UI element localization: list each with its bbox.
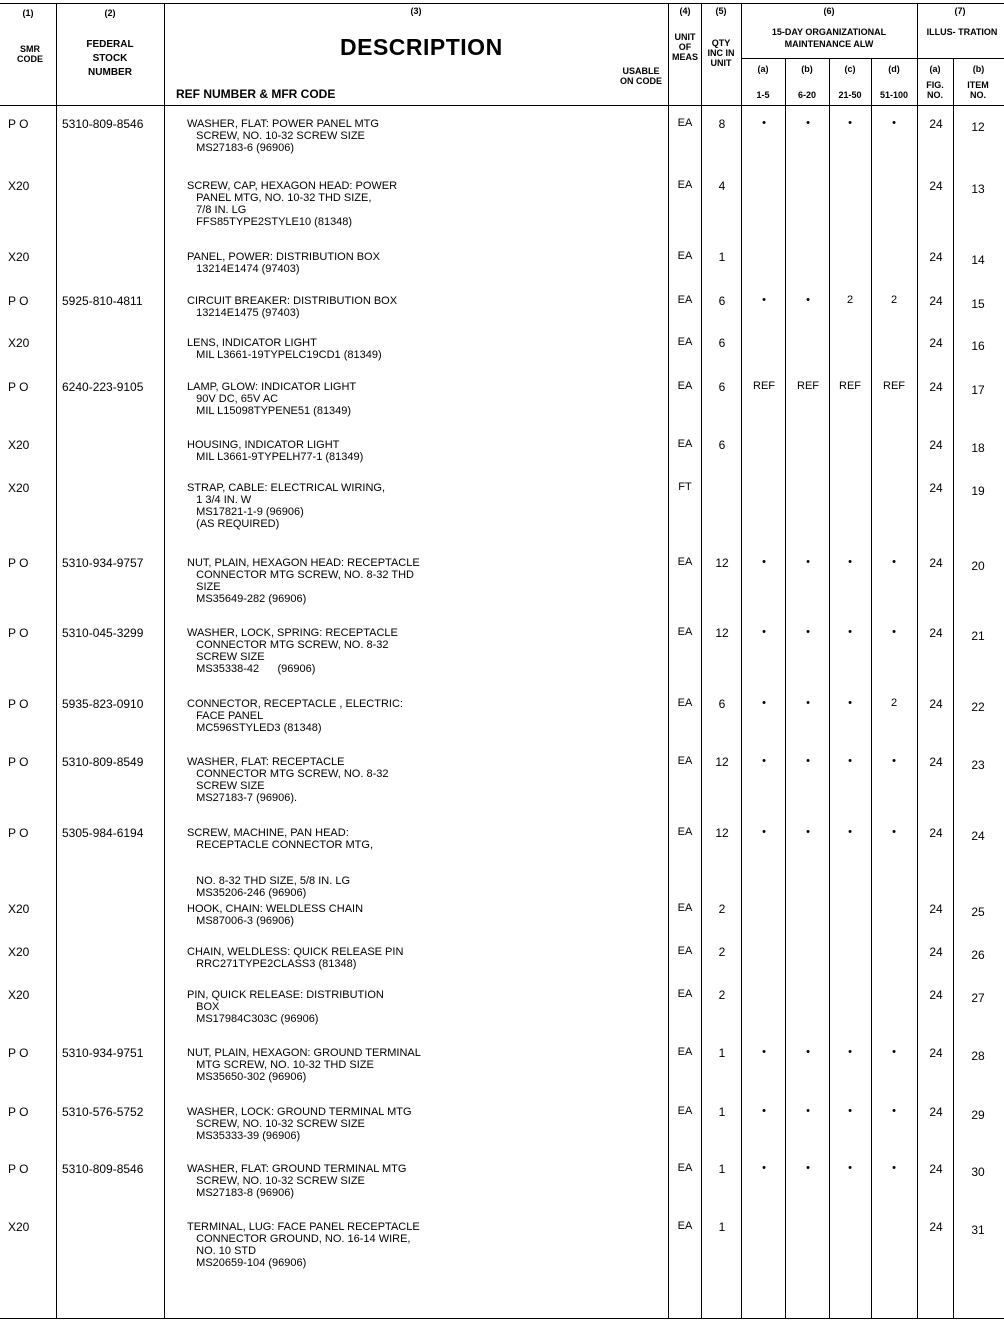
item-description: SCREW, MACHINE, PAN HEAD: RECEPTACLE CONNECTOR MTG, NO. 8-32 THD SIZE, 5/8 IN. LG MS35206-246 (96906) <box>187 827 374 899</box>
allowance-21-50: REF <box>839 380 861 392</box>
smr-code: X20 <box>8 902 30 916</box>
illustration-header: ILLUS- TRATION <box>926 27 998 37</box>
figure-number: 24 <box>929 988 943 1002</box>
allowance-6-20: • <box>806 697 810 709</box>
quantity: 1 <box>718 1105 726 1119</box>
unit-of-measure: FT <box>678 481 692 493</box>
federal-stock-number-header: FEDERAL STOCK NUMBER <box>86 39 134 78</box>
smr-code: P O <box>8 826 29 840</box>
item-description: WASHER, LOCK: GROUND TERMINAL MTG SCREW, NO. 10-32 SCREW SIZE MS35333-39 (96906) <box>187 1106 412 1142</box>
unit-of-measure: EA <box>677 826 693 838</box>
item-description: CONNECTOR, RECEPTACLE , ELECTRIC: FACE PANEL MC596STYLED3 (81348) <box>187 698 403 734</box>
figure-number: 24 <box>929 826 943 840</box>
item-number: 17 <box>971 383 985 397</box>
stock-number: 5310-576-5752 <box>62 1105 144 1119</box>
smr-code: P O <box>8 294 29 308</box>
smr-code: X20 <box>8 438 30 452</box>
item-description: LENS, INDICATOR LIGHT MIL L3661-19TYPELC19CD1 (81349) <box>187 337 382 361</box>
item-number: 22 <box>971 700 985 714</box>
allowance-6-20: • <box>806 626 810 638</box>
allowance-6-20: • <box>806 1105 810 1117</box>
quantity: 12 <box>715 556 729 570</box>
figure-number: 24 <box>929 179 943 193</box>
figure-number: 24 <box>929 250 943 264</box>
ill-a-letter: (a) <box>929 64 941 74</box>
alw-a-letter: (a) <box>757 64 769 74</box>
item-number: 16 <box>971 339 985 353</box>
item-number: 30 <box>971 1165 985 1179</box>
allowance-21-50: • <box>848 826 852 838</box>
figure-number: 24 <box>929 1162 943 1176</box>
item-description: NUT, PLAIN, HEXAGON HEAD: RECEPTACLE CONNECTOR MTG SCREW, NO. 8-32 THD SIZE MS35649-282 (96906) <box>187 557 420 605</box>
unit-of-measure: EA <box>677 626 693 638</box>
allowance-51-100: • <box>892 556 896 568</box>
alw-d-letter: (d) <box>888 64 900 74</box>
unit-of-measure: EA <box>677 755 693 767</box>
allowance-51-100: • <box>892 1162 896 1174</box>
unit-of-measure: EA <box>677 1105 693 1117</box>
item-description: STRAP, CABLE: ELECTRICAL WIRING, 1 3/4 IN. W MS17821-1-9 (96906) (AS REQUIRED) <box>187 482 386 530</box>
item-number: 18 <box>971 441 985 455</box>
allowance-1-5: • <box>762 294 766 306</box>
allowance-6-20: • <box>806 1162 810 1174</box>
allowance-21-50: • <box>848 556 852 568</box>
smr-code: X20 <box>8 336 30 350</box>
item-description: TERMINAL, LUG: FACE PANEL RECEPTACLE CONNECTOR GROUND, NO. 16-14 WIRE, NO. 10 STD MS20659-104 (96906) <box>187 1221 420 1269</box>
col-num-6: (6) <box>823 6 835 16</box>
allowance-1-5: REF <box>753 380 775 392</box>
unit-of-measure: EA <box>677 1220 693 1232</box>
figure-number: 24 <box>929 1046 943 1060</box>
allowance-21-50: • <box>848 1046 852 1058</box>
figure-number: 24 <box>929 945 943 959</box>
allowance-51-100: • <box>892 755 896 767</box>
figure-number: 24 <box>929 294 943 308</box>
description-header: DESCRIPTION <box>340 34 503 60</box>
item-description: PIN, QUICK RELEASE: DISTRIBUTION BOX MS17984C303C (96906) <box>187 989 384 1025</box>
item-number: 27 <box>971 991 985 1005</box>
allowance-6-20: • <box>806 294 810 306</box>
quantity: 1 <box>718 1046 726 1060</box>
stock-number: 5935-823-0910 <box>62 697 144 711</box>
stock-number: 5310-809-8546 <box>62 1162 144 1176</box>
quantity: 2 <box>718 945 726 959</box>
allowance-1-5: • <box>762 1162 766 1174</box>
allowance-51-100: 2 <box>890 294 898 306</box>
stock-number: 5310-809-8549 <box>62 755 144 769</box>
smr-code: X20 <box>8 1220 30 1234</box>
col-rule-alw-c <box>829 58 830 1319</box>
col-rule-4 <box>701 3 702 1319</box>
allowance-6-20: • <box>806 755 810 767</box>
alw-d-range: 51-100 <box>879 90 909 100</box>
quantity: 2 <box>718 902 726 916</box>
smr-code: P O <box>8 1105 29 1119</box>
figure-number: 24 <box>929 902 943 916</box>
unit-of-measure: EA <box>677 438 693 450</box>
figure-number: 24 <box>929 336 943 350</box>
col-num-2: (2) <box>104 8 116 18</box>
col-rule-2 <box>164 3 165 1319</box>
stock-number: 5310-809-8546 <box>62 117 144 131</box>
smr-code: P O <box>8 1046 29 1060</box>
item-description: SCREW, CAP, HEXAGON HEAD: POWER PANEL MTG, NO. 10-32 THD SIZE, 7/8 IN. LG FFS85TYPE2STYLE10 (81348) <box>187 180 398 228</box>
figure-number: 24 <box>929 755 943 769</box>
item-description: WASHER, FLAT: RECEPTACLE CONNECTOR MTG SCREW, NO. 8-32 SCREW SIZE MS27183-7 (96906). <box>187 756 389 804</box>
allowance-51-100: • <box>892 826 896 838</box>
col-rule-1 <box>56 3 57 1319</box>
allowance-1-5: • <box>762 697 766 709</box>
col-num-3: (3) <box>410 6 422 16</box>
item-description: CIRCUIT BREAKER: DISTRIBUTION BOX 13214E1475 (97403) <box>187 295 398 319</box>
stock-number: 5305-984-6194 <box>62 826 144 840</box>
item-description: LAMP, GLOW: INDICATOR LIGHT 90V DC, 65V AC MIL L15098TYPENE51 (81349) <box>187 381 357 417</box>
header-bottom-rule <box>0 105 1004 106</box>
figure-number: 24 <box>929 380 943 394</box>
item-description: WASHER, FLAT: GROUND TERMINAL MTG SCREW, NO. 10-32 SCREW SIZE MS27183-8 (96906) <box>187 1163 407 1199</box>
ref-number-mfr-code-header: REF NUMBER & MFR CODE <box>176 87 336 101</box>
unit-of-measure: EA <box>677 1046 693 1058</box>
qty-inc-in-unit-header: QTY INC IN UNIT <box>707 38 735 68</box>
item-number: 31 <box>971 1223 985 1237</box>
allowance-51-100: • <box>892 1105 896 1117</box>
item-description: NUT, PLAIN, HEXAGON: GROUND TERMINAL MTG SCREW, NO. 10-32 THD SIZE MS35650-302 (96906) <box>187 1047 421 1083</box>
quantity: 12 <box>715 755 729 769</box>
allowance-21-50: • <box>848 755 852 767</box>
unit-of-measure: EA <box>677 380 693 392</box>
unit-of-measure: EA <box>677 250 693 262</box>
item-number: 15 <box>971 297 985 311</box>
unit-of-measure: EA <box>677 988 693 1000</box>
item-number: 19 <box>971 484 985 498</box>
item-number: 29 <box>971 1108 985 1122</box>
item-description: HOOK, CHAIN: WELDLESS CHAIN MS87006-3 (96906) <box>187 903 364 927</box>
fig-no-header: FIG. NO. <box>926 80 944 100</box>
figure-number: 24 <box>929 626 943 640</box>
allowance-21-50: • <box>848 1162 852 1174</box>
smr-code: P O <box>8 697 29 711</box>
smr-code: P O <box>8 380 29 394</box>
figure-number: 24 <box>929 697 943 711</box>
stock-number: 5310-934-9751 <box>62 1046 144 1060</box>
allowance-6-20: • <box>806 556 810 568</box>
quantity: 2 <box>718 988 726 1002</box>
smr-code: P O <box>8 117 29 131</box>
quantity: 6 <box>718 294 726 308</box>
stock-number: 6240-223-9105 <box>62 380 144 394</box>
figure-number: 24 <box>929 481 943 495</box>
allowance-6-20: • <box>806 117 810 129</box>
item-number: 20 <box>971 559 985 573</box>
item-description: WASHER, FLAT: POWER PANEL MTG SCREW, NO. 10-32 SCREW SIZE MS27183-6 (96906) <box>187 118 379 154</box>
usable-on-code-header: USABLE ON CODE <box>619 66 662 86</box>
smr-code: P O <box>8 556 29 570</box>
item-no-header: ITEM NO. <box>967 80 989 100</box>
col-num-7: (7) <box>954 6 966 16</box>
allowance-21-50: • <box>848 1105 852 1117</box>
alw-c-letter: (c) <box>844 64 856 74</box>
item-description: WASHER, LOCK, SPRING: RECEPTACLE CONNECTOR MTG SCREW, NO. 8-32 SCREW SIZE MS35338-42 (96906) <box>187 627 398 675</box>
col-rule-3 <box>668 3 669 1319</box>
allowance-1-5: • <box>762 755 766 767</box>
smr-code: X20 <box>8 250 30 264</box>
smr-code: P O <box>8 755 29 769</box>
quantity: 12 <box>715 626 729 640</box>
alw-b-range: 6-20 <box>797 90 816 100</box>
allowance-1-5: • <box>762 626 766 638</box>
quantity: 12 <box>715 826 729 840</box>
col-rule-alw-b <box>785 58 786 1319</box>
allowance-21-50: • <box>848 697 852 709</box>
alw-c-range: 21-50 <box>838 90 862 100</box>
allowance-6-20: • <box>806 1046 810 1058</box>
stock-number: 5925-810-4811 <box>62 294 143 308</box>
item-number: 21 <box>971 629 985 643</box>
stock-number: 5310-045-3299 <box>62 626 144 640</box>
quantity: 1 <box>718 1162 726 1176</box>
quantity: 6 <box>718 697 726 711</box>
figure-number: 24 <box>929 556 943 570</box>
unit-of-measure: EA <box>677 945 693 957</box>
header-top-rule <box>0 3 1004 4</box>
unit-of-measure: EA <box>677 556 693 568</box>
smr-code: X20 <box>8 481 30 495</box>
item-number: 14 <box>971 253 985 267</box>
quantity: 1 <box>718 250 726 264</box>
col-rule-5 <box>741 3 742 1319</box>
allowance-51-100: • <box>892 117 896 129</box>
col-rule-ill-b <box>953 58 954 1319</box>
col-num-4: (4) <box>679 6 691 16</box>
figure-number: 24 <box>929 438 943 452</box>
allowance-1-5: • <box>762 1046 766 1058</box>
quantity: 6 <box>718 380 726 394</box>
smr-code: X20 <box>8 179 30 193</box>
alw-a-range: 1-5 <box>756 90 770 100</box>
figure-number: 24 <box>929 1105 943 1119</box>
quantity: 6 <box>718 336 726 350</box>
unit-of-measure: EA <box>677 902 693 914</box>
unit-of-measure: EA <box>677 1162 693 1174</box>
allowance-21-50: • <box>848 117 852 129</box>
allowance-6-20: REF <box>797 380 819 392</box>
stock-number: 5310-934-9757 <box>62 556 144 570</box>
quantity: 8 <box>718 117 726 131</box>
allowance-51-100: • <box>892 1046 896 1058</box>
item-description: CHAIN, WELDLESS: QUICK RELEASE PIN RRC271TYPE2CLASS3 (81348) <box>187 946 404 970</box>
unit-of-measure: EA <box>677 117 693 129</box>
maintenance-allowance-header: 15-DAY ORGANIZATIONAL MAINTENANCE ALW <box>771 27 887 49</box>
unit-of-measure: EA <box>677 179 693 191</box>
item-number: 25 <box>971 905 985 919</box>
quantity: 6 <box>718 438 726 452</box>
unit-of-measure: EA <box>677 294 693 306</box>
allowance-1-5: • <box>762 826 766 838</box>
smr-code: P O <box>8 626 29 640</box>
item-description: PANEL, POWER: DISTRIBUTION BOX 13214E1474 (97403) <box>187 251 380 275</box>
allowance-51-100: 2 <box>890 697 898 709</box>
allowance-21-50: • <box>848 626 852 638</box>
col-rule-6 <box>917 3 918 1319</box>
allowance-51-100: REF <box>883 380 905 392</box>
col-num-5: (5) <box>715 6 727 16</box>
allowance-6-20: • <box>806 826 810 838</box>
figure-number: 24 <box>929 117 943 131</box>
quantity: 1 <box>718 1220 726 1234</box>
allowance-1-5: • <box>762 556 766 568</box>
item-number: 28 <box>971 1049 985 1063</box>
page-bottom-rule <box>0 1318 1004 1319</box>
ill-b-letter: (b) <box>972 64 985 74</box>
unit-of-meas-header: UNIT OF MEAS <box>671 32 698 62</box>
col-num-1: (1) <box>22 8 34 18</box>
smr-code-header: SMR CODE <box>16 44 43 64</box>
unit-of-measure: EA <box>677 336 693 348</box>
smr-code: X20 <box>8 945 30 959</box>
col-rule-alw-d <box>871 58 872 1319</box>
item-number: 13 <box>971 182 985 196</box>
smr-code: P O <box>8 1162 29 1176</box>
unit-of-measure: EA <box>677 697 693 709</box>
item-number: 12 <box>971 120 985 134</box>
allowance-1-5: • <box>762 1105 766 1117</box>
item-description: HOUSING, INDICATOR LIGHT MIL L3661-9TYPELH77-1 (81349) <box>187 439 364 463</box>
item-number: 23 <box>971 758 985 772</box>
figure-number: 24 <box>929 1220 943 1234</box>
smr-code: X20 <box>8 988 30 1002</box>
allowance-51-100: • <box>892 626 896 638</box>
item-number: 26 <box>971 948 985 962</box>
allowance-21-50: 2 <box>846 294 854 306</box>
allowance-1-5: • <box>762 117 766 129</box>
alw-b-letter: (b) <box>801 64 813 74</box>
item-number: 24 <box>971 829 985 843</box>
subheader-rule <box>741 58 1004 59</box>
quantity: 4 <box>718 179 726 193</box>
